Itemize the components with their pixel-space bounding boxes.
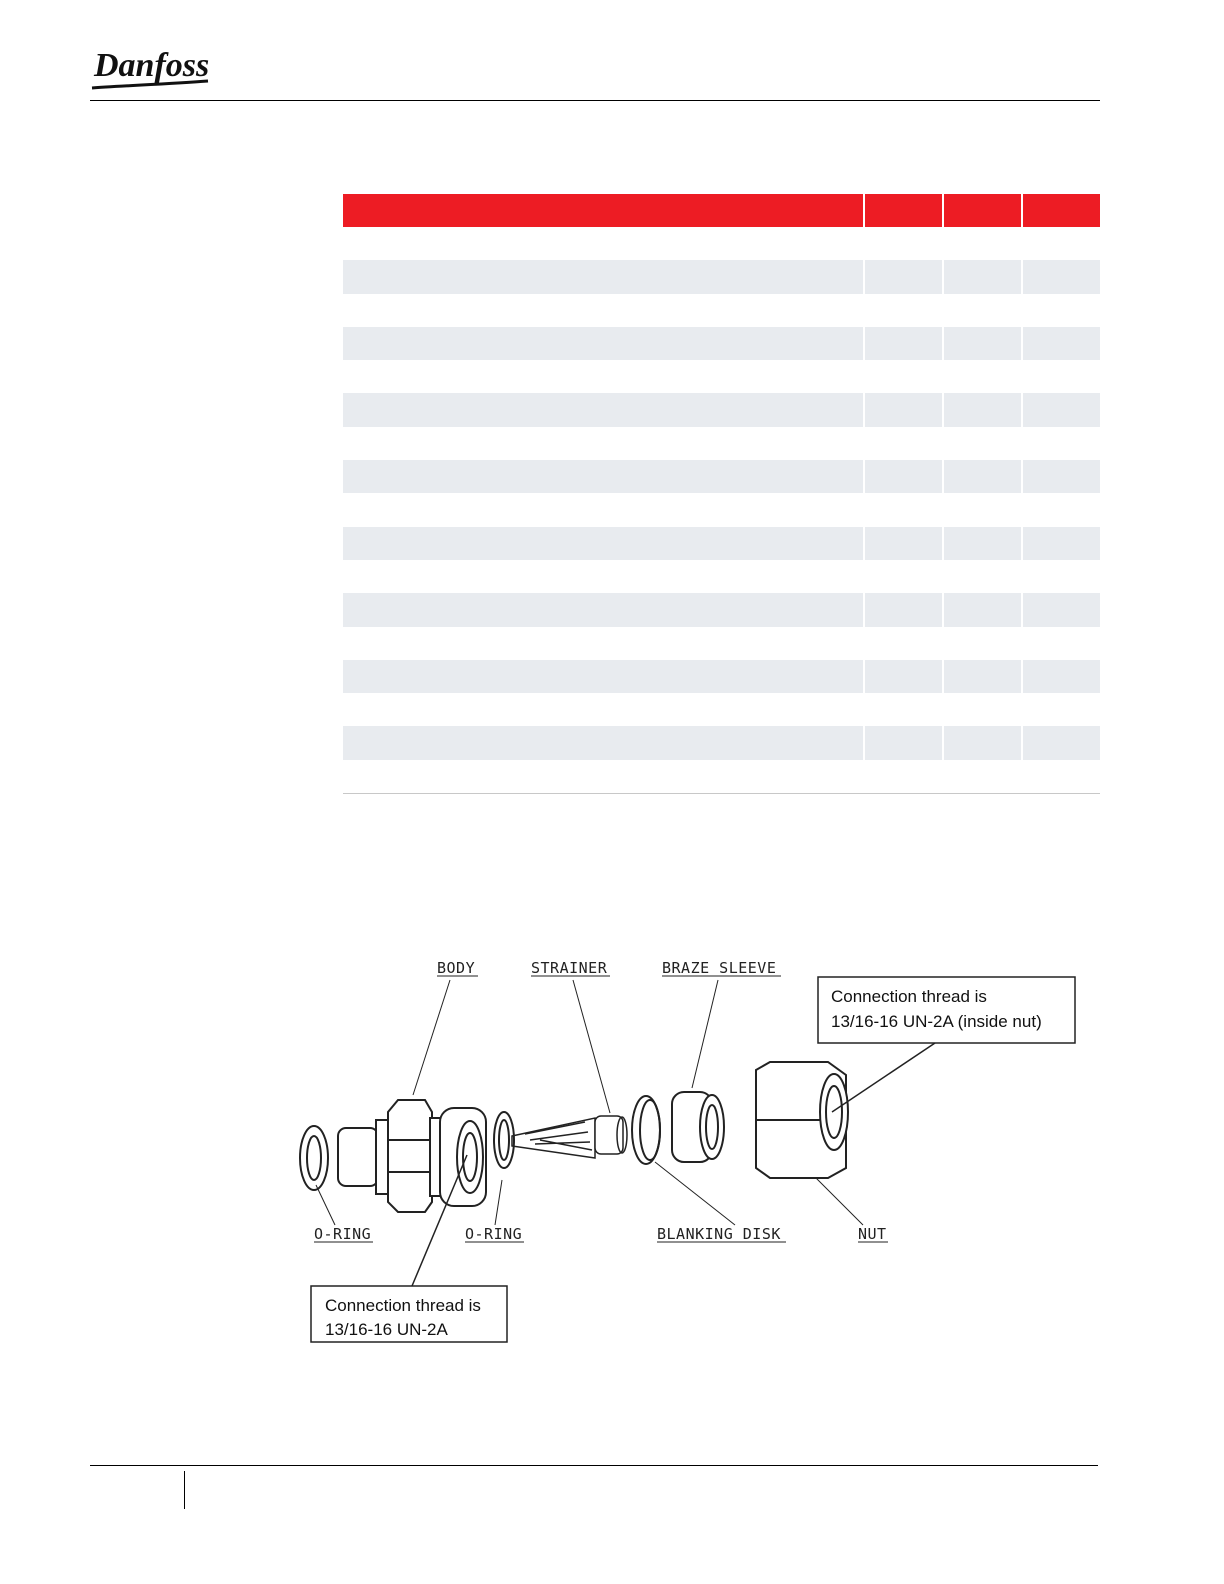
table-cell bbox=[1023, 560, 1100, 593]
table-cell bbox=[1023, 227, 1100, 260]
table-cell bbox=[1023, 294, 1100, 327]
table-cell bbox=[865, 493, 942, 526]
footer-divider bbox=[184, 1471, 185, 1509]
table-cell bbox=[343, 760, 863, 793]
logo-wordmark: Danfoss bbox=[94, 47, 210, 84]
table-row bbox=[343, 660, 1100, 693]
footer-rule bbox=[90, 1465, 1098, 1466]
label-nut: NUT bbox=[858, 1225, 887, 1243]
strainer-assembly-diagram bbox=[280, 940, 1100, 1360]
table-row bbox=[343, 693, 1100, 726]
o-ring-left-part bbox=[300, 1126, 328, 1190]
table-cell bbox=[944, 393, 1021, 426]
table-cell bbox=[343, 627, 863, 660]
strainer-part bbox=[512, 1116, 627, 1158]
label-body: BODY bbox=[437, 959, 476, 977]
label-o-ring-left: O-RING bbox=[314, 1225, 372, 1243]
table-cell bbox=[944, 460, 1021, 493]
table-cell bbox=[1023, 327, 1100, 360]
table-cell bbox=[944, 260, 1021, 293]
table-cell bbox=[944, 560, 1021, 593]
table-cell bbox=[865, 327, 942, 360]
table-cell bbox=[944, 627, 1021, 660]
table-bottom-rule bbox=[343, 793, 1100, 794]
table-cell bbox=[1023, 360, 1100, 393]
table-cell bbox=[944, 360, 1021, 393]
table-cell bbox=[865, 227, 942, 260]
table-cell bbox=[865, 360, 942, 393]
label-blanking-disk: BLANKING DISK bbox=[657, 1225, 781, 1243]
table-cell bbox=[944, 760, 1021, 793]
label-braze-sleeve: BRAZE SLEEVE bbox=[662, 959, 777, 977]
callout-nut bbox=[818, 977, 1075, 1112]
table-row bbox=[343, 460, 1100, 493]
table-row bbox=[343, 493, 1100, 526]
table-row bbox=[343, 327, 1100, 360]
table-cell bbox=[944, 527, 1021, 560]
header-cell-description bbox=[343, 194, 863, 227]
table-cell bbox=[343, 227, 863, 260]
table-cell bbox=[343, 294, 863, 327]
table-row bbox=[343, 393, 1100, 426]
table-row bbox=[343, 726, 1100, 759]
table-body bbox=[343, 227, 1100, 793]
table-cell bbox=[343, 693, 863, 726]
table-cell bbox=[343, 260, 863, 293]
table-cell bbox=[343, 527, 863, 560]
table-cell bbox=[865, 527, 942, 560]
table-cell bbox=[865, 427, 942, 460]
table-cell bbox=[865, 660, 942, 693]
braze-sleeve-part bbox=[672, 1092, 724, 1162]
header-cell-2 bbox=[865, 194, 942, 227]
table-cell bbox=[944, 427, 1021, 460]
table-row bbox=[343, 427, 1100, 460]
svg-text:Connection thread is: Connection thread is bbox=[831, 987, 987, 1006]
table-cell bbox=[1023, 660, 1100, 693]
svg-text:13/16-16 UN-2A (inside nut): 13/16-16 UN-2A (inside nut) bbox=[831, 1012, 1042, 1031]
table-cell bbox=[865, 627, 942, 660]
header-rule bbox=[90, 100, 1100, 101]
table-cell bbox=[343, 560, 863, 593]
table-row bbox=[343, 360, 1100, 393]
body-part bbox=[338, 1100, 486, 1212]
table-cell bbox=[343, 327, 863, 360]
table-cell bbox=[1023, 760, 1100, 793]
table-cell bbox=[1023, 527, 1100, 560]
table-cell bbox=[865, 760, 942, 793]
table-cell bbox=[944, 493, 1021, 526]
table-cell bbox=[343, 593, 863, 626]
blanking-disk-part bbox=[632, 1096, 660, 1164]
table-cell bbox=[1023, 427, 1100, 460]
table-cell bbox=[944, 593, 1021, 626]
table-cell bbox=[1023, 460, 1100, 493]
table-cell bbox=[1023, 393, 1100, 426]
table-row bbox=[343, 260, 1100, 293]
table-cell bbox=[1023, 593, 1100, 626]
table-cell bbox=[1023, 726, 1100, 759]
table-cell bbox=[865, 260, 942, 293]
table-cell bbox=[865, 393, 942, 426]
table-cell bbox=[343, 427, 863, 460]
parts-table bbox=[343, 194, 1100, 793]
table-cell bbox=[343, 726, 863, 759]
table-cell bbox=[865, 560, 942, 593]
table-cell bbox=[944, 294, 1021, 327]
table-row bbox=[343, 627, 1100, 660]
table-row bbox=[343, 593, 1100, 626]
table-cell bbox=[343, 360, 863, 393]
o-ring-right-part bbox=[494, 1112, 514, 1168]
table-row bbox=[343, 760, 1100, 793]
table-row bbox=[343, 560, 1100, 593]
table-row bbox=[343, 527, 1100, 560]
table-cell bbox=[1023, 627, 1100, 660]
header-cell-3 bbox=[944, 194, 1021, 227]
table-cell bbox=[343, 493, 863, 526]
table-cell bbox=[865, 693, 942, 726]
label-strainer: STRAINER bbox=[531, 959, 608, 977]
svg-text:13/16-16 UN-2A: 13/16-16 UN-2A bbox=[325, 1320, 448, 1339]
table-header-row bbox=[343, 194, 1100, 227]
table-cell bbox=[343, 660, 863, 693]
table-row bbox=[343, 294, 1100, 327]
danfoss-logo bbox=[88, 40, 212, 92]
label-o-ring-right: O-RING bbox=[465, 1225, 523, 1243]
table-cell bbox=[944, 693, 1021, 726]
table-cell bbox=[944, 327, 1021, 360]
table-cell bbox=[1023, 260, 1100, 293]
table-cell bbox=[343, 460, 863, 493]
table-cell bbox=[944, 726, 1021, 759]
table-row bbox=[343, 227, 1100, 260]
table-cell bbox=[1023, 493, 1100, 526]
table-cell bbox=[865, 593, 942, 626]
table-cell bbox=[865, 726, 942, 759]
table-cell bbox=[865, 460, 942, 493]
table-cell bbox=[1023, 693, 1100, 726]
table-cell bbox=[944, 660, 1021, 693]
header-cell-4 bbox=[1023, 194, 1100, 227]
table-cell bbox=[865, 294, 942, 327]
nut-part bbox=[756, 1062, 848, 1178]
table-cell bbox=[944, 227, 1021, 260]
svg-text:Connection thread is: Connection thread is bbox=[325, 1296, 481, 1315]
table-cell bbox=[343, 393, 863, 426]
